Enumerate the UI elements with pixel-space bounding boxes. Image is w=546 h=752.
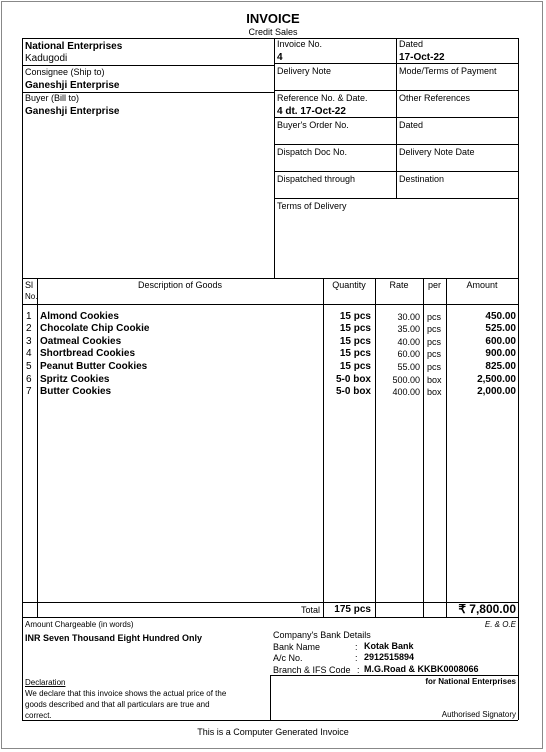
item-sl: 3: [26, 336, 32, 347]
item-rate: 500.00: [392, 375, 420, 385]
branch-value: M.G.Road & KKBK0008066: [364, 664, 479, 674]
col-rate: [423, 278, 424, 617]
box-top: [22, 38, 518, 39]
dated-label: Dated: [399, 39, 424, 49]
declaration-label: Declaration: [25, 678, 66, 687]
dated-value: 17-Oct-22: [399, 52, 445, 63]
item-per: pcs: [427, 362, 442, 372]
invoice-no: 4: [277, 52, 283, 63]
total-label: Total: [300, 605, 320, 615]
item-sl: 1: [26, 311, 32, 322]
consignee-name: Ganeshji Enterprise: [25, 80, 120, 91]
item-sl: 7: [26, 386, 32, 397]
meta-sep-6: [274, 198, 518, 199]
th-sl: Sl: [25, 280, 34, 290]
buyer-name: Ganeshji Enterprise: [25, 106, 120, 117]
item-desc: Oatmeal Cookies: [40, 336, 122, 347]
declaration-line-3: correct.: [25, 711, 52, 720]
buyer-label: Buyer (Bill to): [25, 93, 80, 103]
item-rate: 55.00: [397, 362, 420, 372]
footer-note: This is a Computer Generated Invoice: [197, 727, 349, 737]
terms-delivery-label: Terms of Delivery: [277, 201, 347, 211]
item-amount: 900.00: [485, 348, 516, 359]
item-rate: 40.00: [397, 337, 420, 347]
invoice-title: INVOICE: [246, 11, 300, 26]
invoice-subtitle: Credit Sales: [248, 27, 298, 37]
seller-name: National Enterprises: [25, 41, 123, 52]
item-per: pcs: [427, 349, 442, 359]
mode-terms-label: Mode/Terms of Payment: [399, 66, 497, 76]
words-value: INR Seven Thousand Eight Hundred Only: [25, 633, 203, 643]
meta-sep-1: [274, 63, 518, 64]
item-per: pcs: [427, 324, 442, 334]
meta-sep-3: [274, 117, 518, 118]
meta-sep-2: [274, 90, 518, 91]
item-desc: Almond Cookies: [40, 311, 119, 322]
meta-sep-4: [274, 144, 518, 145]
reference-label: Reference No. & Date.: [277, 93, 368, 103]
item-qty: 15 pcs: [339, 323, 371, 334]
item-rate: 35.00: [397, 324, 420, 334]
total-amount: ₹ 7,800.00: [458, 602, 516, 616]
delivery-note-label: Delivery Note: [277, 66, 332, 76]
item-sl: 5: [26, 361, 32, 372]
buyers-order-label: Buyer's Order No.: [277, 120, 349, 130]
table-top: [22, 278, 518, 279]
item-amount: 2,000.00: [477, 386, 516, 397]
acno-value: 2912515894: [364, 652, 415, 662]
meta-divider: [396, 38, 397, 198]
th-desc: Description of Goods: [137, 280, 223, 290]
item-rate: 30.00: [397, 312, 420, 322]
invoice-no-label: Invoice No.: [277, 39, 323, 49]
signature-left: [270, 675, 271, 720]
item-desc: Chocolate Chip Cookie: [40, 323, 150, 334]
item-sl: 2: [26, 323, 32, 334]
item-sl: 6: [26, 374, 32, 385]
meta-sep-5: [274, 171, 518, 172]
branch-label: Branch & IFS Code: [273, 665, 351, 675]
total-qty: 175 pcs: [334, 604, 371, 615]
item-per: pcs: [427, 312, 442, 322]
acno-colon: :: [355, 653, 358, 663]
item-per: pcs: [427, 337, 442, 347]
item-amount: 825.00: [485, 361, 516, 372]
bank-name: Kotak Bank: [364, 641, 414, 651]
col-sl: [37, 278, 38, 617]
item-qty: 15 pcs: [339, 348, 371, 359]
acno-label: A/c No.: [273, 653, 303, 663]
item-sl: 4: [26, 348, 32, 359]
delivery-note-date-label: Delivery Note Date: [399, 147, 475, 157]
th-qty: Quantity: [332, 280, 366, 290]
item-rate: 400.00: [392, 387, 420, 397]
th-rate: Rate: [389, 280, 409, 290]
item-amount: 525.00: [485, 323, 516, 334]
seller-address: Kadugodi: [25, 53, 68, 64]
item-per: box: [427, 387, 442, 397]
signature-auth: Authorised Signatory: [441, 710, 516, 719]
dispatched-through-label: Dispatched through: [277, 174, 356, 184]
th-no: No.: [25, 292, 38, 301]
destination-label: Destination: [399, 174, 445, 184]
th-amount: Amount: [466, 280, 498, 290]
item-desc: Shortbread Cookies: [40, 348, 136, 359]
eoe-label: E. & O.E: [484, 620, 516, 629]
bank-name-label: Bank Name: [273, 642, 321, 652]
declaration-line-2: goods described and that all particulars are true and: [25, 700, 210, 709]
item-qty: 15 pcs: [339, 311, 371, 322]
branch-colon: :: [357, 665, 360, 675]
other-refs-label: Other References: [399, 93, 471, 103]
signature-top: [270, 675, 518, 676]
item-desc: Butter Cookies: [40, 386, 112, 397]
box-right: [518, 38, 519, 720]
seller-sep: [22, 65, 274, 66]
declaration-line-1: We declare that this invoice shows the actual price of the: [25, 689, 227, 698]
box-bottom: [22, 617, 518, 618]
signature-for: for National Enterprises: [425, 677, 516, 686]
item-rate: 60.00: [397, 349, 420, 359]
item-qty: 5-0 box: [335, 386, 371, 397]
words-label: Amount Chargeable (in words): [25, 620, 134, 629]
bank-title: Company's Bank Details: [273, 630, 371, 640]
table-total-sep: [22, 602, 518, 603]
item-amount: 450.00: [485, 311, 516, 322]
bank-name-colon: :: [355, 642, 358, 652]
consignee-label: Consignee (Ship to): [25, 67, 105, 77]
reference-value: 4 dt. 17-Oct-22: [277, 106, 346, 117]
item-amount: 2,500.00: [477, 374, 516, 385]
item-amount: 600.00: [485, 336, 516, 347]
item-qty: 15 pcs: [339, 361, 371, 372]
dated2-label: Dated: [399, 120, 424, 130]
box-bottom-outer: [22, 720, 518, 721]
item-qty: 5-0 box: [335, 374, 371, 385]
item-qty: 15 pcs: [339, 336, 371, 347]
th-per: per: [427, 280, 441, 290]
box-left: [22, 38, 23, 720]
item-per: box: [427, 375, 442, 385]
table-header-sep: [22, 304, 518, 305]
header-divider: [274, 38, 275, 278]
dispatch-doc-label: Dispatch Doc No.: [277, 147, 348, 157]
item-desc: Peanut Butter Cookies: [40, 361, 148, 372]
item-desc: Spritz Cookies: [40, 374, 110, 385]
